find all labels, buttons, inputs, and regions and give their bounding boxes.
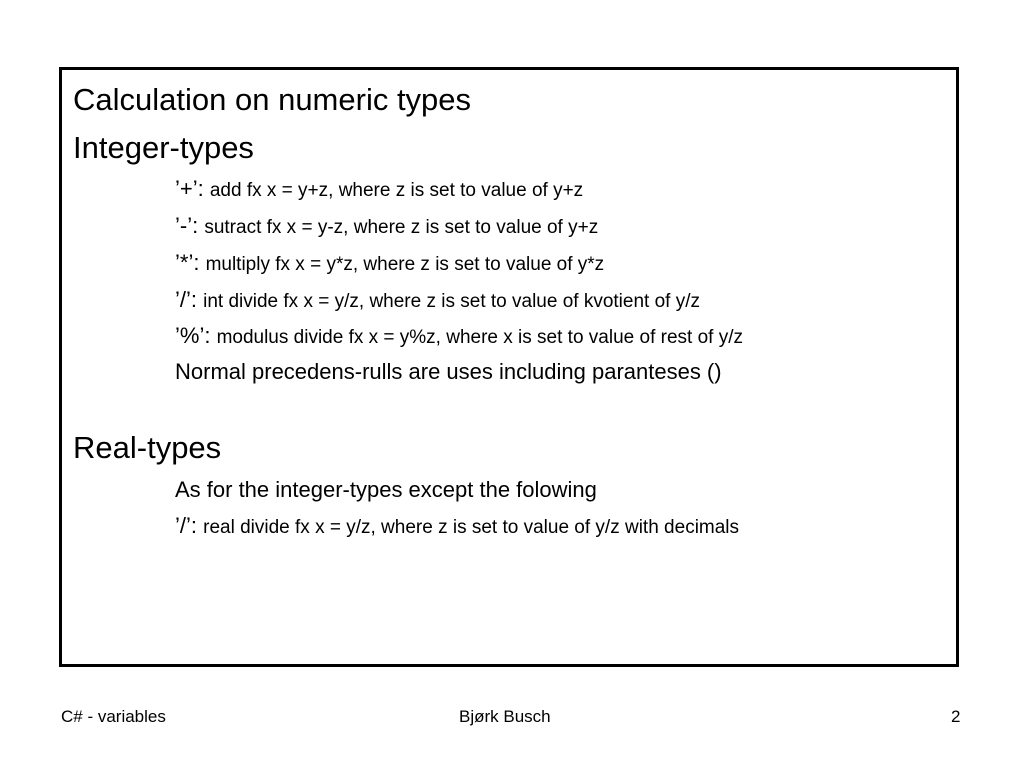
- operator-label: ’-’:: [175, 213, 205, 238]
- operator-description: int divide fx x = y/z, where z is set to value of kvotient of y/z: [203, 291, 700, 312]
- real-types-intro: As for the integer-types except the folowing: [175, 477, 597, 502]
- operator-description: sutract fx x = y-z, where z is set to value of y+z: [204, 217, 599, 238]
- operator-description: multiply fx x = y*z, where z is set to value of y*z: [205, 254, 605, 275]
- integer-item-modulus: [175, 325, 743, 347]
- operator-label: ’/’:: [175, 287, 204, 312]
- footer-page-number: 2: [951, 707, 961, 726]
- footer-topic: C# - variables: [61, 707, 166, 726]
- operator-label: ’+’:: [175, 176, 210, 201]
- real-types-heading: Real-types: [73, 430, 222, 465]
- integer-item-multiply: [175, 252, 604, 274]
- operator-description: add fx x = y+z, where z is set to value of y+z: [209, 180, 584, 201]
- slide-title: Calculation on numeric types: [73, 82, 472, 117]
- operator-label: ’%’:: [175, 323, 217, 348]
- footer-author: Bjørk Busch: [459, 707, 551, 726]
- operator-description: real divide fx x = y/z, where z is set to value of y/z with decimals: [203, 517, 740, 538]
- slide-content-frame: [59, 67, 959, 667]
- operator-description: modulus divide fx x = y%z, where x is set to value of rest of y/z: [216, 327, 743, 348]
- integer-item-add: [175, 178, 583, 200]
- precedence-note: Normal precedens-rulls are uses including paranteses (): [175, 359, 722, 384]
- integer-types-heading: Integer-types: [73, 130, 254, 165]
- real-item-divide: [175, 515, 739, 537]
- integer-item-subtract: [175, 215, 598, 237]
- operator-label: ’/’:: [175, 513, 204, 538]
- integer-item-divide: [175, 289, 700, 311]
- operator-label: ’*’:: [175, 250, 206, 275]
